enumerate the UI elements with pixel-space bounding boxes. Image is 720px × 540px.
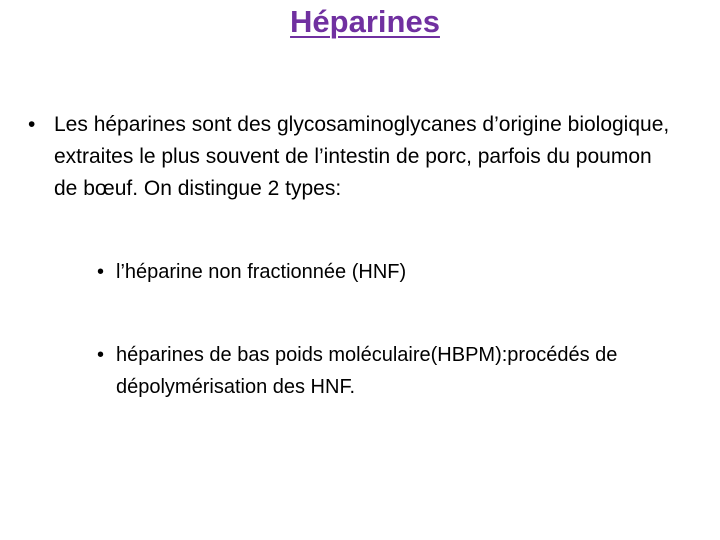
bullet-text-main: Les héparines sont des glycosaminoglycanes d’origine biologique, extraites le plus souvent de l’intestin de porc, parfois du poumon de bœuf. On distingue 2 types: <box>54 113 670 200</box>
sub-bullet-text-hnf: l’héparine non fractionnée (HNF) <box>116 261 407 283</box>
bullet-dot-icon: • <box>97 344 105 366</box>
bullet-item-main <box>28 109 678 205</box>
slide-title: Héparines <box>290 4 440 39</box>
bullet-dot-icon: • <box>28 113 36 136</box>
sub-bullet-item-hnf <box>97 256 697 288</box>
sub-bullet-item-hbpm <box>97 339 697 403</box>
sub-bullet-text-hbpm: héparines de bas poids moléculaire(HBPM):procédés de dépolymérisation des HNF. <box>116 344 618 398</box>
bullet-dot-icon: • <box>97 261 105 283</box>
